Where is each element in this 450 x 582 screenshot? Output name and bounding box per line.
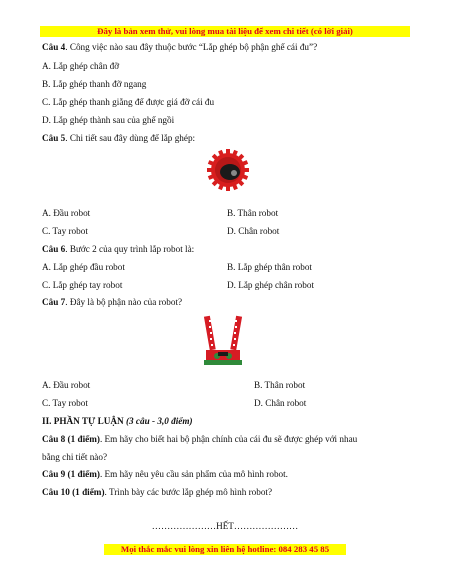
q4-option-a: A. Lắp ghép chân đỡ <box>42 61 120 71</box>
question-6: Câu 6. Bước 2 của quy trình lắp robot là: <box>42 244 195 254</box>
q5-option-d: D. Chân robot <box>227 226 280 236</box>
q4-option-d: D. Lắp ghép thành sau của ghế ngồi <box>42 115 175 125</box>
question-10: Câu 10 (1 điểm). Trình bày các bước lắp ghép mô hình robot? <box>42 487 273 497</box>
q5-option-c: C. Tay robot <box>42 226 88 236</box>
hotline-notice-banner: Mọi thắc mắc vui lòng xin liên hệ hotline: 084 283 45 85 <box>104 544 346 555</box>
end-mark: …………………HẾT………………… <box>151 521 299 531</box>
q6-option-b: B. Lắp ghép thân robot <box>227 262 312 272</box>
q4-option-b: B. Lắp ghép thanh đỡ ngang <box>42 79 147 89</box>
gear-wheel-image <box>206 148 250 192</box>
q6-option-c: C. Lắp ghép tay robot <box>42 280 123 290</box>
question-8-continued: bằng chi tiết nào? <box>42 452 108 462</box>
q4-option-c: C. Lắp ghép thanh giằng để được giá đỡ cái đu <box>42 97 215 107</box>
q7-option-c: C. Tay robot <box>42 398 88 408</box>
q7-option-b: B. Thân robot <box>254 380 306 390</box>
question-7: Câu 7. Đây là bộ phận nào của robot? <box>42 297 183 307</box>
question-9: Câu 9 (1 điểm). Em hãy nêu yêu cầu sản phẩm của mô hình robot. <box>42 469 288 479</box>
q7-option-d: D. Chân robot <box>254 398 307 408</box>
preview-notice-banner: Đây là bản xem thử, vui lòng mua tài liệu để xem chi tiết (có lời giải) <box>40 26 410 37</box>
q6-option-a: A. Lắp ghép đầu robot <box>42 262 125 272</box>
q6-option-d: D. Lắp ghép chân robot <box>227 280 314 290</box>
q5-option-a: A. Đầu robot <box>42 208 91 218</box>
question-5: Câu 5. Chi tiết sau đây dùng để lắp ghép: <box>42 133 196 143</box>
q7-option-a: A. Đầu robot <box>42 380 91 390</box>
q5-option-b: B. Thân robot <box>227 208 279 218</box>
question-8: Câu 8 (1 điểm). Em hãy cho biết hai bộ phận chính của cái đu sẽ được ghép với nhau <box>42 434 358 444</box>
section-2-heading: II. PHẦN TỰ LUẬN (3 câu - 3,0 điểm) <box>42 416 193 426</box>
question-4: Câu 4. Công việc nào sau đây thuộc bước “Lắp ghép bộ phận ghế cái đu”? <box>42 42 318 52</box>
robot-arm-part-image <box>200 314 246 370</box>
